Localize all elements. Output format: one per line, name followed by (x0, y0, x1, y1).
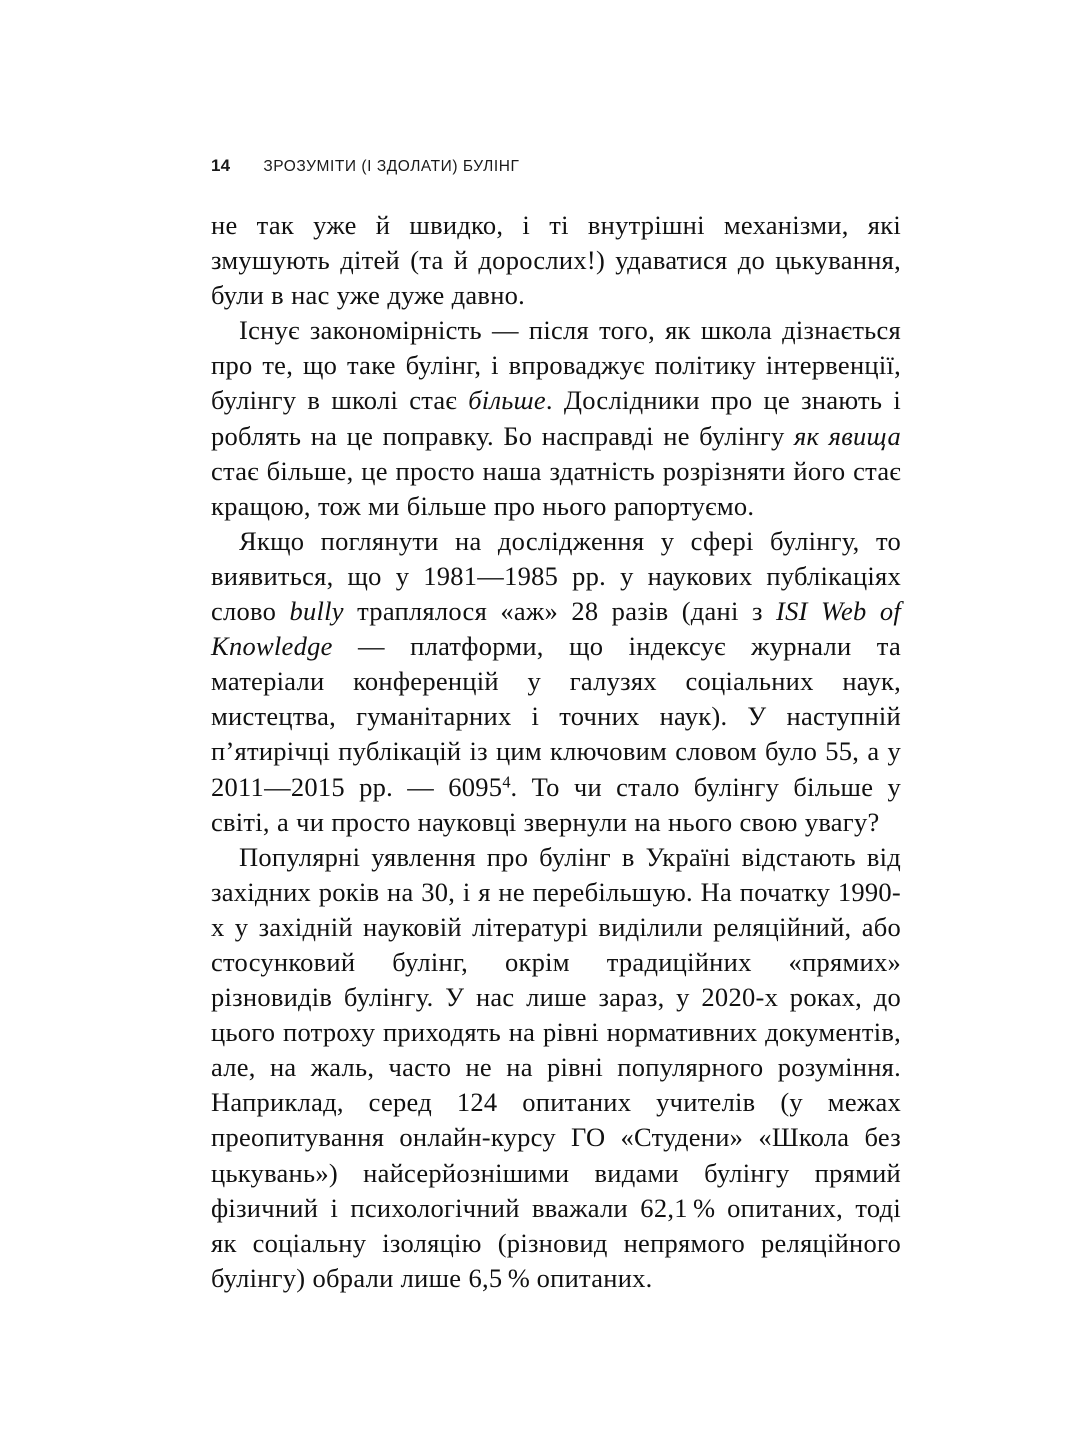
emphasis-isi-web-of-knowledge: ISI Web of Knowledge (211, 596, 901, 662)
body-text-block (211, 208, 901, 1296)
paragraph-3: Якщо поглянути на дослідження у сфері булінгу, то виявиться, що у 1981—1985 рр. у наукових публікаціях слово bully траплялося «аж» 28 разів (дані з ISI Web of Knowledge — платформи, що індексує журнали та матеріали конференцій у галузях соціальних наук, мистецтва, гуманітарних і точних наук). У наступній п’ятирічці публікацій із цим ключовим словом було 55, а у 2011—2015 рр. — 6095$^4$. То чи стало булінгу більше у світі, а чи просто науковці звернули на нього свою увагу? (211, 525, 901, 837)
running-head-title: ЗРОЗУМІТИ (І ЗДОЛАТИ) БУЛІНГ (263, 158, 520, 175)
emphasis-bilshe: більше (468, 385, 546, 416)
paragraph-1: не так уже й швидко, і ті внутрішні механізми, які змушують дітей (та й дорослих!) удаватися до цькування, були в нас уже дуже давно. (211, 210, 901, 311)
running-head (211, 157, 901, 175)
paragraph-2: Існує закономірність — після того, як школа дізнається про те, що таке булінг, і впроваджує політику інтервенції, булінгу в школі стає більше. Дослідники про це знають і роблять на це поправку. Бо насправді не булінгу як явища стає більше, це просто наша здатність розрізняти його стає кращою, тож ми більше про нього рапортуємо. (211, 315, 902, 521)
footnote-reference-4[interactable]: 4 (502, 771, 511, 791)
emphasis-yak-yavyshcha: як явища (793, 420, 901, 451)
page-number: 14 (211, 156, 231, 175)
paragraph-4: Популярні уявлення про булінг в Україні відстають від західних років на 30, і я не перебільшую. На початку 1990-х у західній науковій літературі виділили реляційний, або стосунковий булінг, окрім традиційних «прямих» різновидів булінгу. У нас лише зараз, у 2020-х роках, до цього потроху приходять на рівні нормативних документів, але, на жаль, часто не на рівні популярного розуміння. Наприклад, серед 124 опитаних учителів (у межах преопитування онлайн-курсу ГО «Студени» «Школа без цькувань») найсерйознішими видами булінгу прямий фізичний і психологічний вважали 62,1 % опитаних, тоді як соціальну ізоляцію (різновид непрямого реляційного булінгу) обрали лише 6,5 % опитаних. (211, 841, 901, 1293)
emphasis-bully: bully (289, 596, 344, 627)
